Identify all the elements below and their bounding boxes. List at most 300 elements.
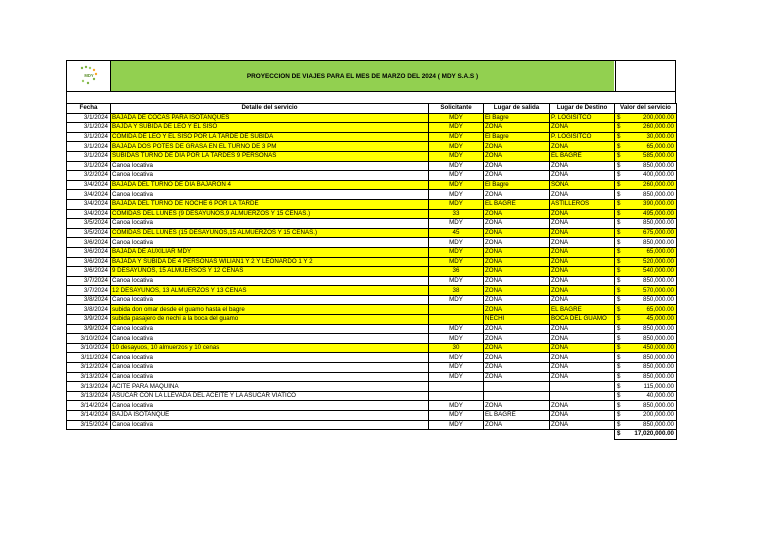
title-band [66, 60, 676, 91]
valor-cell[interactable] [615, 372, 677, 382]
currency-symbol: $ [617, 190, 621, 198]
date-cell[interactable]: 3/5/2024 [67, 228, 111, 238]
valor-cell[interactable] [615, 267, 677, 277]
salida-cell[interactable]: ZONA [484, 151, 550, 161]
company-logo [67, 61, 111, 91]
salida-cell[interactable]: ZONA [484, 228, 550, 238]
date-cell[interactable]: 3/13/2024 [67, 391, 111, 401]
amount: 675,000.00 [643, 229, 674, 237]
date-cell[interactable]: 3/13/2024 [67, 382, 111, 392]
solicitante-cell[interactable] [429, 305, 484, 315]
detail-cell[interactable]: Canoa locativa [111, 372, 429, 382]
table-row [67, 315, 677, 325]
valor-cell[interactable] [615, 343, 677, 353]
table-row [67, 257, 677, 267]
solicitante-cell[interactable]: MDY [429, 295, 484, 305]
amount: 850,000.00 [643, 324, 674, 332]
table-row [67, 228, 677, 238]
amount: 450,000.00 [643, 344, 674, 352]
date-cell[interactable]: 3/4/2024 [67, 199, 111, 209]
amount: 850,000.00 [643, 190, 674, 198]
detail-cell[interactable]: Canoa locativa [111, 219, 429, 229]
destino-cell[interactable]: ZONA [550, 401, 615, 411]
currency-symbol: $ [617, 372, 621, 380]
valor-cell[interactable] [615, 247, 677, 257]
amount: 850,000.00 [643, 372, 674, 380]
detail-cell[interactable]: Canoa locativa [111, 353, 429, 363]
solicitante-cell[interactable]: MDY [429, 276, 484, 286]
destino-cell[interactable]: ZONA [550, 228, 615, 238]
salida-cell[interactable]: ZONA [484, 343, 550, 353]
detail-cell[interactable]: BAJADA DE COCAS PARA ISOTANQUES [111, 113, 429, 123]
table-row [67, 286, 677, 296]
solicitante-cell[interactable]: MDY [429, 420, 484, 430]
date-cell[interactable]: 3/7/2024 [67, 286, 111, 296]
destino-cell[interactable]: ZONA [550, 343, 615, 353]
destino-cell[interactable]: ZONA [550, 171, 615, 181]
detail-cell[interactable]: COMIDAS DEL LUNES (15 DESAYUNOS,15 ALMUERZOS Y 15 CENAS.) [111, 228, 429, 238]
salida-cell[interactable]: ZONA [484, 161, 550, 171]
solicitante-cell[interactable]: 30 [429, 343, 484, 353]
table-row [67, 401, 677, 411]
date-cell[interactable]: 3/1/2024 [67, 161, 111, 171]
detail-cell[interactable]: BAJADA DE AUXILIAR MDY [111, 247, 429, 257]
date-cell[interactable]: 3/2/2024 [67, 171, 111, 181]
date-cell[interactable]: 3/1/2024 [67, 142, 111, 152]
date-cell[interactable]: 3/6/2024 [67, 238, 111, 248]
table-row [67, 171, 677, 181]
amount: 850,000.00 [643, 353, 674, 361]
date-cell[interactable]: 3/1/2024 [67, 123, 111, 133]
destino-cell[interactable]: SONA [550, 180, 615, 190]
amount: 495,000.00 [643, 209, 674, 217]
destino-cell[interactable]: ZONA [550, 324, 615, 334]
destino-cell[interactable] [550, 391, 615, 401]
detail-cell[interactable]: Canoa locativa [111, 363, 429, 373]
detail-cell[interactable]: subida pasajero de nechi a la boca del guamo [111, 315, 429, 325]
currency-symbol: $ [617, 392, 621, 400]
detail-cell[interactable]: COMIDA DE LEO Y EL SISO POR LA TARDE DE SUBIDA [111, 132, 429, 142]
table-row [67, 161, 677, 171]
amount: 850,000.00 [643, 363, 674, 371]
table-row [67, 276, 677, 286]
solicitante-cell[interactable]: MDY [429, 257, 484, 267]
solicitante-cell[interactable]: MDY [429, 180, 484, 190]
currency-symbol: $ [617, 401, 621, 409]
valor-cell[interactable] [615, 209, 677, 219]
table-row [67, 142, 677, 152]
date-cell[interactable]: 3/10/2024 [67, 343, 111, 353]
table-row [67, 151, 677, 161]
destino-cell[interactable]: ZONA [550, 363, 615, 373]
destino-cell[interactable]: P. LOGISITCO [550, 132, 615, 142]
detail-cell[interactable]: Canoa locativa [111, 238, 429, 248]
date-cell[interactable]: 3/4/2024 [67, 190, 111, 200]
date-cell[interactable]: 3/8/2024 [67, 295, 111, 305]
valor-cell[interactable] [615, 171, 677, 181]
currency-symbol: $ [617, 420, 621, 428]
valor-cell[interactable] [615, 180, 677, 190]
solicitante-cell[interactable] [429, 382, 484, 392]
solicitante-cell[interactable]: MDY [429, 247, 484, 257]
solicitante-cell[interactable]: MDY [429, 238, 484, 248]
valor-cell[interactable] [615, 238, 677, 248]
destino-cell[interactable]: EL BAGRE [550, 151, 615, 161]
detail-cell[interactable]: 10 desayuos, 10 almuerzos y 10 cenas [111, 343, 429, 353]
date-cell[interactable]: 3/9/2024 [67, 315, 111, 325]
destino-cell[interactable]: ZONA [550, 411, 615, 421]
amount: 260,000.00 [643, 181, 674, 189]
valor-cell[interactable] [615, 161, 677, 171]
solicitante-cell[interactable]: 33 [429, 209, 484, 219]
valor-cell[interactable] [615, 123, 677, 133]
table-row [67, 295, 677, 305]
page-title: PROYECCION DE VIAJES PARA EL MES DE MARZO DEL 2024 ( MDY S.A.S ) [111, 61, 614, 91]
destino-cell[interactable]: ZONA [550, 267, 615, 277]
date-cell[interactable]: 3/6/2024 [67, 267, 111, 277]
date-cell[interactable]: 3/4/2024 [67, 180, 111, 190]
salida-cell[interactable]: NECHI [484, 315, 550, 325]
solicitante-cell[interactable]: MDY [429, 219, 484, 229]
logo-icon [72, 64, 106, 88]
destino-cell[interactable]: ZONA [550, 209, 615, 219]
detail-cell[interactable]: Canoa locativa [111, 295, 429, 305]
solicitante-cell[interactable]: MDY [429, 132, 484, 142]
date-cell[interactable]: 3/14/2024 [67, 401, 111, 411]
header-row [67, 104, 677, 114]
currency-symbol: $ [617, 296, 621, 304]
table-row [67, 247, 677, 257]
salida-cell[interactable]: EL BAGRE [484, 199, 550, 209]
salida-cell[interactable]: ZONA [484, 324, 550, 334]
table-row [67, 382, 677, 392]
date-cell[interactable]: 3/14/2024 [67, 411, 111, 421]
solicitante-cell[interactable]: MDY [429, 353, 484, 363]
col-header-salida[interactable]: Lugar de salida [484, 104, 550, 114]
currency-symbol: $ [617, 181, 621, 189]
amount: 850,000.00 [643, 276, 674, 284]
col-header-valor[interactable]: Valor del servicio [615, 104, 677, 114]
spacer-row [66, 91, 676, 103]
valor-cell[interactable] [615, 363, 677, 373]
solicitante-cell[interactable]: MDY [429, 411, 484, 421]
detail-cell[interactable]: ASUCAR CON LA LLEVADA DEL ACEITE Y LA ASUCAR VIATICO [111, 391, 429, 401]
amount: 850,000.00 [643, 161, 674, 169]
valor-cell[interactable] [615, 142, 677, 152]
solicitante-cell[interactable] [429, 391, 484, 401]
detail-cell[interactable]: SUBIDAS TURNO DE DIA POR LA TARDES 9 PERSONAS [111, 151, 429, 161]
salida-cell[interactable]: ZONA [484, 190, 550, 200]
total-row [67, 430, 677, 440]
salida-cell[interactable] [484, 391, 550, 401]
amount: 115,000.00 [643, 382, 674, 390]
destino-cell[interactable]: ZONA [550, 257, 615, 267]
spreadsheet [66, 60, 676, 440]
destino-cell[interactable]: ZONA [550, 353, 615, 363]
currency-symbol: $ [617, 113, 621, 121]
currency-symbol: $ [617, 257, 621, 265]
valor-cell[interactable] [615, 228, 677, 238]
valor-cell[interactable] [615, 151, 677, 161]
detail-cell[interactable]: Canoa locativa [111, 334, 429, 344]
salida-cell[interactable]: ZONA [484, 295, 550, 305]
salida-cell[interactable]: ZONA [484, 267, 550, 277]
amount: 65,000.00 [646, 142, 674, 150]
currency-symbol: $ [617, 382, 621, 390]
currency-symbol: $ [617, 315, 621, 323]
detail-cell[interactable]: Canoa locativa [111, 171, 429, 181]
destino-cell[interactable]: ZONA [550, 238, 615, 248]
detail-cell[interactable]: ACITE PARA MAQUINA [111, 382, 429, 392]
table-row [67, 391, 677, 401]
table-row [67, 334, 677, 344]
table-row [67, 363, 677, 373]
solicitante-cell[interactable]: MDY [429, 363, 484, 373]
currency-symbol: $ [617, 229, 621, 237]
detail-cell[interactable]: BAJADA DOS POTES DE GRASA EN EL TURNO DE 3 PM [111, 142, 429, 152]
salida-cell[interactable]: ZONA [484, 353, 550, 363]
total-currency: $ [617, 430, 621, 438]
date-cell[interactable]: 3/1/2024 [67, 132, 111, 142]
detail-cell[interactable]: subida don omar desde el guamo hasta el bagre [111, 305, 429, 315]
salida-cell[interactable]: ZONA [484, 209, 550, 219]
date-cell[interactable]: 3/4/2024 [67, 209, 111, 219]
destino-cell[interactable]: ZONA [550, 142, 615, 152]
date-cell[interactable]: 3/6/2024 [67, 247, 111, 257]
salida-cell[interactable]: ZONA [484, 372, 550, 382]
solicitante-cell[interactable]: 36 [429, 267, 484, 277]
detail-cell[interactable]: Canoa locativa [111, 324, 429, 334]
solicitante-cell[interactable]: MDY [429, 372, 484, 382]
destino-cell[interactable]: P. LOGISITCO [550, 113, 615, 123]
valor-cell[interactable] [615, 391, 677, 401]
destino-cell[interactable]: ZONA [550, 372, 615, 382]
amount: 390,000.00 [643, 200, 674, 208]
solicitante-cell[interactable]: MDY [429, 199, 484, 209]
currency-symbol: $ [617, 353, 621, 361]
salida-cell[interactable]: ZONA [484, 276, 550, 286]
solicitante-cell[interactable]: MDY [429, 190, 484, 200]
valor-cell[interactable] [615, 324, 677, 334]
salida-cell[interactable]: ZONA [484, 305, 550, 315]
detail-cell[interactable]: BAJADA DEL TURNO DE DIA BAJARON 4 [111, 180, 429, 190]
amount: 850,000.00 [643, 219, 674, 227]
salida-cell[interactable]: ZONA [484, 286, 550, 296]
detail-cell[interactable]: BAJADA Y SUBIDA DE 4 PERSONAS WILIAN1 Y 2 Y LEONARDO 1 Y 2 [111, 257, 429, 267]
destino-cell[interactable]: ASTILLEROS [550, 199, 615, 209]
total-cell[interactable] [615, 430, 677, 440]
amount: 260,000.00 [643, 123, 674, 131]
solicitante-cell[interactable]: 38 [429, 286, 484, 296]
detail-cell[interactable]: 9 DESAYUNOS, 15 ALMUERSOS Y 12 CENAS [111, 267, 429, 277]
detail-cell[interactable]: BAJADA DEL TURNO DE NOCHE 6 POR LA TARDE [111, 199, 429, 209]
solicitante-cell[interactable]: MDY [429, 324, 484, 334]
solicitante-cell[interactable]: MDY [429, 123, 484, 133]
table-row [67, 267, 677, 277]
date-cell[interactable]: 3/15/2024 [67, 420, 111, 430]
date-cell[interactable]: 3/10/2024 [67, 334, 111, 344]
col-header-destino[interactable]: Lugar de Destino [550, 104, 615, 114]
date-cell[interactable]: 3/5/2024 [67, 219, 111, 229]
salida-cell[interactable]: ZONA [484, 219, 550, 229]
destino-cell[interactable]: ZONA [550, 276, 615, 286]
solicitante-cell[interactable]: MDY [429, 401, 484, 411]
destino-cell[interactable]: BOCA DEL GUAMO [550, 315, 615, 325]
valor-cell[interactable] [615, 315, 677, 325]
currency-symbol: $ [617, 411, 621, 419]
valor-cell[interactable] [615, 190, 677, 200]
currency-symbol: $ [617, 248, 621, 256]
detail-cell[interactable]: BAJDA Y SUBIDA DE LEO Y EL SISO [111, 123, 429, 133]
solicitante-cell[interactable]: MDY [429, 151, 484, 161]
destino-cell[interactable] [550, 382, 615, 392]
date-cell[interactable]: 3/9/2024 [67, 324, 111, 334]
detail-cell[interactable]: BAJDA ISOTANQUE [111, 411, 429, 421]
table-row [67, 238, 677, 248]
destino-cell[interactable]: ZONA [550, 123, 615, 133]
salida-cell[interactable]: ZONA [484, 142, 550, 152]
header-blank-cell[interactable] [615, 61, 675, 91]
currency-symbol: $ [617, 305, 621, 313]
currency-symbol: $ [617, 142, 621, 150]
solicitante-cell[interactable] [429, 315, 484, 325]
destino-cell[interactable]: ZONA [550, 219, 615, 229]
destino-cell[interactable]: ZONA [550, 190, 615, 200]
currency-symbol: $ [617, 267, 621, 275]
currency-symbol: $ [617, 209, 621, 217]
total-value: 17,020,000.00 [634, 430, 674, 438]
salida-cell[interactable]: ZONA [484, 238, 550, 248]
salida-cell[interactable]: ZONA [484, 334, 550, 344]
valor-cell[interactable] [615, 219, 677, 229]
col-header-detalle[interactable]: Detalle del servicio [111, 104, 429, 114]
amount: 850,000.00 [643, 334, 674, 342]
table-row [67, 209, 677, 219]
detail-cell[interactable]: Canoa locativa [111, 276, 429, 286]
solicitante-cell[interactable]: MDY [429, 142, 484, 152]
detail-cell[interactable]: Canoa locativa [111, 401, 429, 411]
destino-cell[interactable]: ZONA [550, 286, 615, 296]
currency-symbol: $ [617, 123, 621, 131]
date-cell[interactable]: 3/11/2024 [67, 353, 111, 363]
table-row [67, 305, 677, 315]
valor-cell[interactable] [615, 295, 677, 305]
currency-symbol: $ [617, 161, 621, 169]
valor-cell[interactable] [615, 305, 677, 315]
valor-cell[interactable] [615, 334, 677, 344]
table-row [67, 113, 677, 123]
solicitante-cell[interactable]: MDY [429, 334, 484, 344]
salida-cell[interactable]: EL BAGRE [484, 411, 550, 421]
date-cell[interactable]: 3/7/2024 [67, 276, 111, 286]
valor-cell[interactable] [615, 420, 677, 430]
destino-cell[interactable]: ZONA [550, 161, 615, 171]
salida-cell[interactable]: El Bagre [484, 113, 550, 123]
amount: 850,000.00 [643, 238, 674, 246]
table-row [67, 420, 677, 430]
travel-table [66, 103, 677, 440]
table-row [67, 411, 677, 421]
salida-cell[interactable]: ZONA [484, 363, 550, 373]
detail-cell[interactable]: Canoa locativa [111, 190, 429, 200]
salida-cell[interactable]: ZONA [484, 247, 550, 257]
date-cell[interactable]: 3/6/2024 [67, 257, 111, 267]
destino-cell[interactable]: ZONA [550, 295, 615, 305]
amount: 45,000.00 [646, 315, 674, 323]
currency-symbol: $ [617, 133, 621, 141]
table-row [67, 132, 677, 142]
detail-cell[interactable]: COMIDAS DEL LUNES (9 DESAYUNOS,9 ALMUERZOS Y 15 CENAS.) [111, 209, 429, 219]
salida-cell[interactable] [484, 382, 550, 392]
table-row [67, 219, 677, 229]
table-row [67, 180, 677, 190]
salida-cell[interactable]: El Bagre [484, 132, 550, 142]
table-row [67, 324, 677, 334]
amount: 65,000.00 [646, 248, 674, 256]
salida-cell[interactable]: ZONA [484, 257, 550, 267]
table-row [67, 123, 677, 133]
detail-cell[interactable]: 12 DESAYUNOS, 13 ALMUERZOS Y 13 CENAS [111, 286, 429, 296]
currency-symbol: $ [617, 276, 621, 284]
amount: 540,000.00 [643, 267, 674, 275]
destino-cell[interactable]: ZONA [550, 247, 615, 257]
salida-cell[interactable]: ZONA [484, 123, 550, 133]
detail-cell[interactable]: Canoa locativa [111, 420, 429, 430]
date-cell[interactable]: 3/1/2024 [67, 113, 111, 123]
destino-cell[interactable]: ZONA [550, 334, 615, 344]
currency-symbol: $ [617, 344, 621, 352]
solicitante-cell[interactable]: 45 [429, 228, 484, 238]
detail-cell[interactable]: Canoa locativa [111, 161, 429, 171]
valor-cell[interactable] [615, 199, 677, 209]
salida-cell[interactable]: ZONA [484, 401, 550, 411]
valor-cell[interactable] [615, 382, 677, 392]
valor-cell[interactable] [615, 353, 677, 363]
valor-cell[interactable] [615, 401, 677, 411]
salida-cell[interactable]: ZONA [484, 171, 550, 181]
amount: 400,000.00 [643, 171, 674, 179]
amount: 30,000.00 [646, 133, 674, 141]
valor-cell[interactable] [615, 257, 677, 267]
table-row [67, 190, 677, 200]
amount: 850,000.00 [643, 420, 674, 428]
date-cell[interactable]: 3/8/2024 [67, 305, 111, 315]
destino-cell[interactable]: EL BAGRE [550, 305, 615, 315]
col-header-fecha[interactable]: Fecha [67, 104, 111, 114]
valor-cell[interactable] [615, 286, 677, 296]
table-row [67, 353, 677, 363]
solicitante-cell[interactable]: MDY [429, 171, 484, 181]
salida-cell[interactable]: El Bagre [484, 180, 550, 190]
date-cell[interactable]: 3/1/2024 [67, 151, 111, 161]
valor-cell[interactable] [615, 411, 677, 421]
solicitante-cell[interactable]: MDY [429, 113, 484, 123]
date-cell[interactable]: 3/12/2024 [67, 363, 111, 373]
currency-symbol: $ [617, 238, 621, 246]
destino-cell[interactable]: ZONA [550, 420, 615, 430]
svg-text:MDY: MDY [83, 73, 94, 78]
salida-cell[interactable]: ZONA [484, 420, 550, 430]
currency-symbol: $ [617, 171, 621, 179]
valor-cell[interactable] [615, 113, 677, 123]
date-cell[interactable]: 3/13/2024 [67, 372, 111, 382]
table-row [67, 343, 677, 353]
solicitante-cell[interactable]: MDY [429, 161, 484, 171]
valor-cell[interactable] [615, 276, 677, 286]
valor-cell[interactable] [615, 132, 677, 142]
col-header-solicitante[interactable]: Solicitante [429, 104, 484, 114]
amount: 65,000.00 [646, 305, 674, 313]
